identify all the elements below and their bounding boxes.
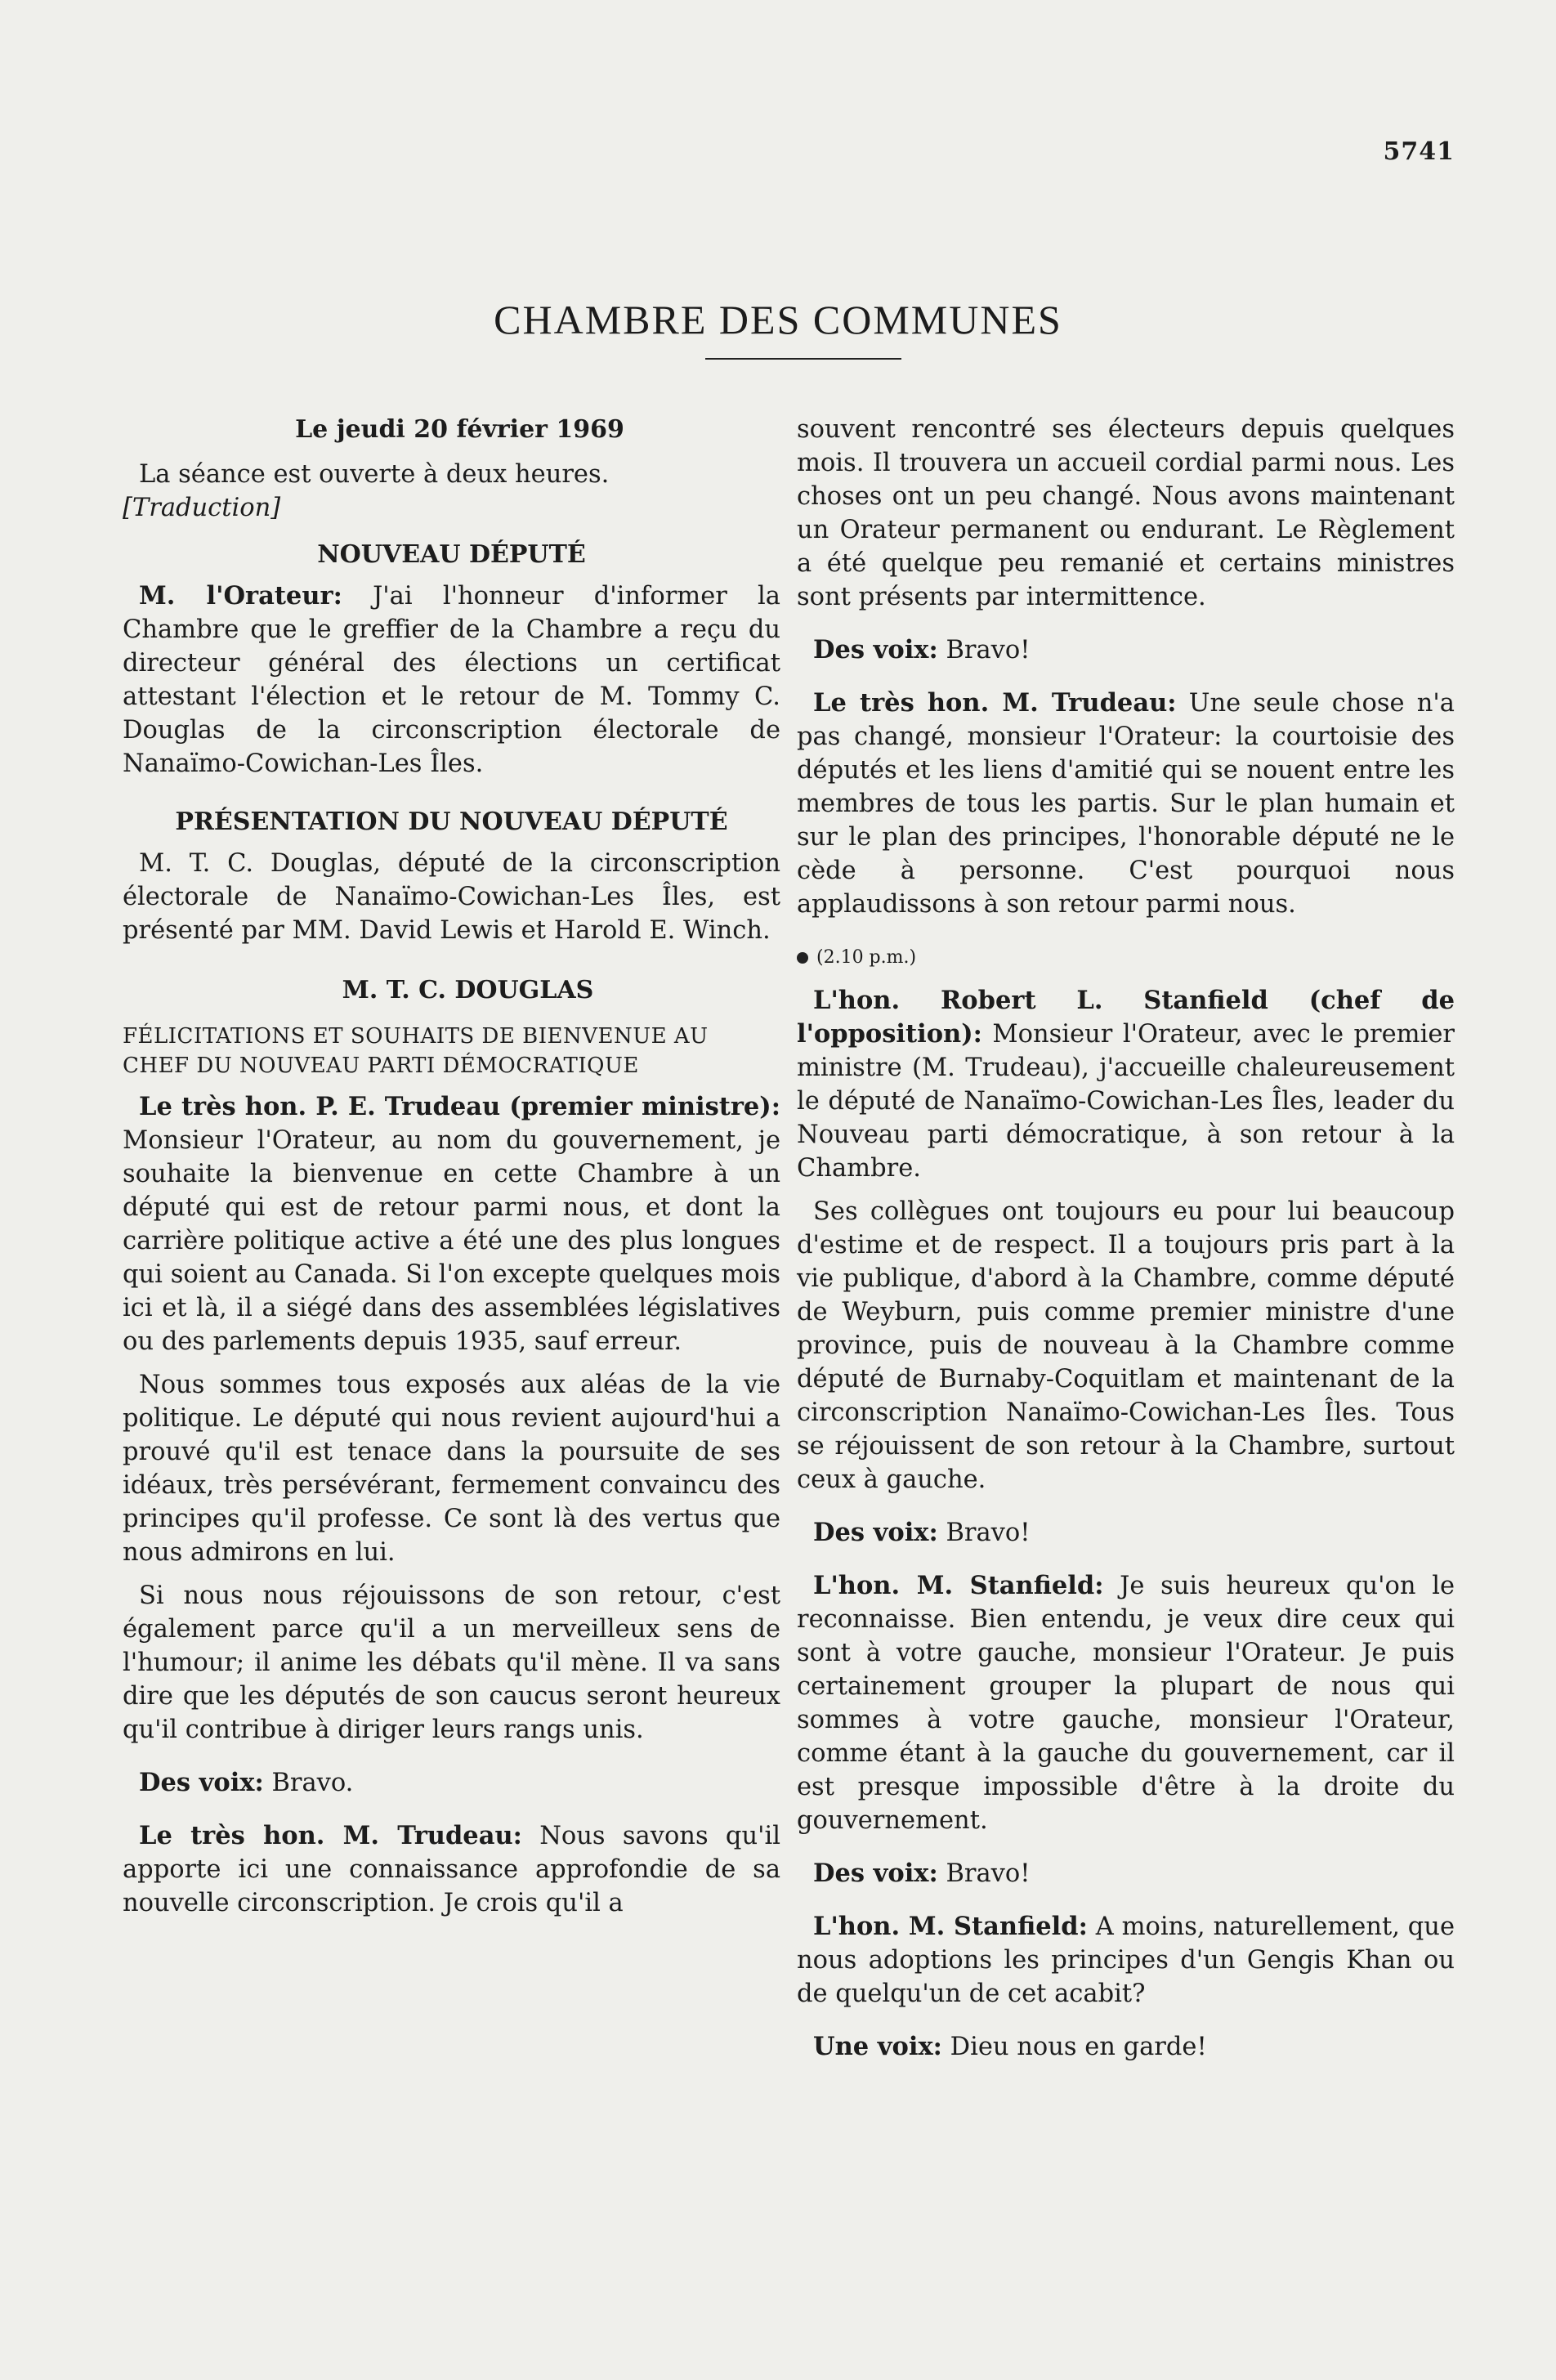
voices-paragraph-2	[797, 633, 1455, 667]
section-title-nouveau-depute: NOUVEAU DÉPUTÉ	[317, 540, 586, 569]
speaker-name: L'hon. Robert L. Stanfield (chef de l'opposition):	[797, 986, 1455, 1049]
speaker-name: Des voix:	[813, 1859, 938, 1888]
trudeau-speech-1-p3: Si nous nous réjouissons de son retour, c'est également parce qu'il a un merveilleux sens de l'humour; il anime les débats qu'il mène. Il va sans dire que les députés de son caucus seront heureux qu'il contribue à diriger leurs rangs unis.	[123, 1581, 780, 1744]
right-column	[797, 413, 1455, 2064]
bullet-icon	[797, 952, 808, 964]
orateur-paragraph	[123, 579, 780, 781]
stanfield-speech-2	[797, 1569, 1455, 1837]
speaker-name: Le très hon. M. Trudeau:	[813, 688, 1177, 718]
speaker-name: L'hon. M. Stanfield:	[813, 1571, 1104, 1600]
speech-text: Dieu nous en garde!	[950, 2033, 1207, 2061]
trudeau-speech-3	[797, 687, 1455, 921]
section-title-douglas: M. T. C. DOUGLAS	[342, 976, 594, 1004]
speaker-name: Des voix:	[139, 1768, 264, 1797]
speech-text: Monsieur l'Orateur, avec le premier ministre (M. Trudeau), j'accueille chaleureusement le député de Nanaïmo-Cowichan-Les Îles, leader du Nouveau parti démocratique, à son retour à la Chambre.	[797, 1020, 1455, 1183]
subheading-felicitations: FÉLICITATIONS ET SOUHAITS DE BIENVENUE AU CHEF DU NOUVEAU PARTI DÉMOCRATIQUE	[123, 1024, 709, 1078]
speaker-name: Des voix:	[813, 635, 938, 664]
voice-paragraph	[797, 2030, 1455, 2064]
stanfield-speech-1-p2: Ses collègues ont toujours eu pour lui beaucoup d'estime et de respect. Il a toujours pris part à la vie publique, d'abord à la Chambre, comme député de Weyburn, puis comme premier ministre d'une province, puis de nouveau à la Chambre comme député de Burnaby-Coquitlam et maintenant de la circonscription Nanaïmo-Cowichan-Les Îles. Tous se réjouissent de son retour à la Chambre, surtout ceux à gauche.	[797, 1197, 1455, 1494]
speech-text: Monsieur l'Orateur, au nom du gouvernement, je souhaite la bienvenue en cette Chambre à un député qui est de retour parmi nous, et dont la carrière politique active a été une des plus longues qui soient au Canada. Si l'on excepte quelques mois ici et là, il a siégé dans des assemblées législatives ou des parlements depuis 1935, sauf erreur.	[123, 1126, 780, 1356]
page-number: 5741	[1383, 137, 1455, 166]
trudeau-speech-1	[123, 1090, 780, 1358]
speech-text: Une seule chose n'a pas changé, monsieur l'Orateur: la courtoisie des députés et les liens d'amitié qui se nouent entre les membres de tous les partis. Sur le plan humain et sur le plan des principes, l'honorable député ne le cède à personne. C'est pourquoi nous applaudissons à son retour parmi nous.	[797, 689, 1455, 919]
voices-paragraph-4	[797, 1857, 1455, 1890]
speech-text: Bravo!	[946, 1859, 1031, 1888]
page-title: CHAMBRE DES COMMUNES	[494, 296, 1062, 342]
time-text: (2.10 p.m.)	[816, 947, 917, 968]
trudeau-speech-2	[123, 1819, 780, 1920]
speaker-name: L'hon. M. Stanfield:	[813, 1912, 1088, 1941]
speech-text: A moins, naturellement, que nous adoptions les principes d'un Gengis Khan ou de quelqu'un de cet acabit?	[797, 1912, 1455, 2008]
speech-text: Je suis heureux qu'on le reconnaisse. Bien entendu, je veux dire ceux qui sont à votre gauche, monsieur l'Orateur. Je puis certainement grouper la plupart de nous qui sommes à votre gauche, monsieur l'Orateur, comme étant à la gauche du gouvernement, car il est presque impossible d'être à la droite du gouvernement.	[797, 1572, 1455, 1835]
speech-text: Nous savons qu'il apporte ici une connaissance approfondie de sa nouvelle circonscription. Je crois qu'il a	[123, 1822, 780, 1917]
speech-text: Bravo.	[271, 1769, 354, 1797]
section-title-presentation: PRÉSENTATION DU NOUVEAU DÉPUTÉ	[175, 808, 728, 836]
voices-paragraph-3	[797, 1516, 1455, 1550]
speech-text: Bravo!	[946, 1519, 1031, 1547]
speaker-name: Le très hon. M. Trudeau:	[139, 1821, 522, 1850]
translation-note: [Traduction]	[123, 494, 281, 522]
speaker-name: Une voix:	[813, 2032, 942, 2061]
continued-text: souvent rencontré ses électeurs depuis quelques mois. Il trouvera un accueil cordial parmi nous. Les choses ont un peu changé. Nous avons maintenant un Orateur permanent ou endurant. Le Règlement a été quelque peu remanié et certains ministres sont présents par intermittence.	[797, 415, 1455, 611]
left-column	[123, 413, 780, 1920]
speaker-name: Le très hon. P. E. Trudeau (premier ministre):	[139, 1092, 780, 1121]
stanfield-speech-3	[797, 1910, 1455, 2011]
trudeau-speech-1-p2: Nous sommes tous exposés aux aléas de la vie politique. Le député qui nous revient aujourd'hui a prouvé qu'il est tenace dans la poursuite de ses idéaux, très persévérant, fermement convaincu des principes qu'il professe. Ce sont là des vertus que nous admirons en lui.	[123, 1371, 780, 1567]
opening-text: La séance est ouverte à deux heures.	[139, 460, 610, 489]
voices-paragraph-1	[123, 1766, 780, 1800]
stanfield-speech-1	[797, 984, 1455, 1185]
speaker-name: Des voix:	[813, 1518, 938, 1547]
sitting-date: Le jeudi 20 février 1969	[295, 415, 624, 444]
speech-text: J'ai l'honneur d'informer la Chambre que le greffier de la Chambre a reçu du directeur général des élections un certificat attestant l'élection et le retour de M. Tommy C. Douglas de la circonscription électorale de Nanaïmo-Cowichan-Les Îles.	[123, 582, 780, 778]
speech-text: Bravo!	[946, 636, 1031, 664]
presentation-paragraph: M. T. C. Douglas, député de la circonscription électorale de Nanaïmo-Cowichan-Les Îles, est présenté par MM. David Lewis et Harold E. Winch.	[123, 849, 780, 945]
time-marker	[797, 941, 1455, 974]
speaker-name: M. l'Orateur:	[139, 581, 342, 611]
title-rule	[705, 358, 901, 360]
